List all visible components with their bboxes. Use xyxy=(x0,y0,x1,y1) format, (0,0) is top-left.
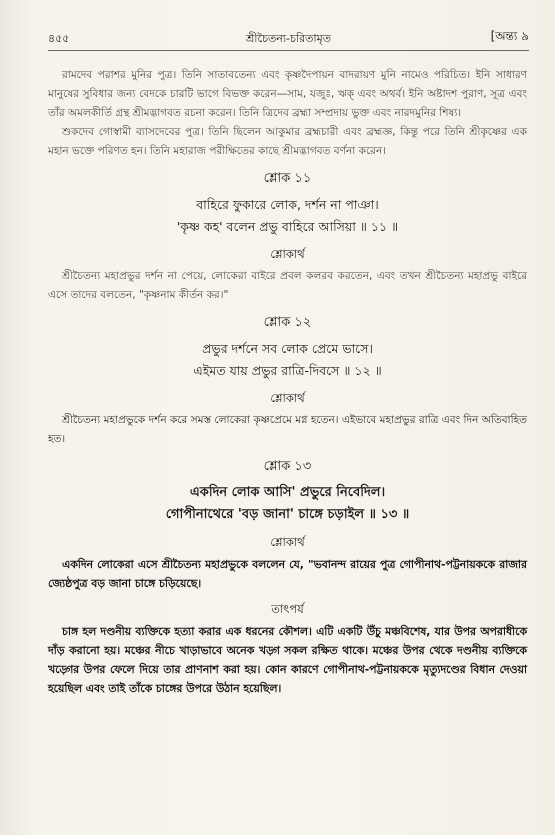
sloka-heading: শ্লোক ১২ xyxy=(263,315,312,330)
translation-text: শ্রীচৈতন্য মহাপ্রভুকে দর্শন করে সমস্ত লোকেরা কৃষ্ণপ্রেমে মগ্ন হতেন। এইভাবে মহাপ্রভুর রাত্রি এবং দিন অতিবাহিত হত। xyxy=(48,414,527,445)
translation-label: শ্লোকার্থ xyxy=(270,247,305,261)
running-title: শ্রীচৈতন্য-চরিতামৃত xyxy=(246,32,331,45)
intro-paragraph: শুকদেব গোস্বামী ব্যাসদেবের পুত্র। তিনি ছিলেন আকুমার ব্রহ্মচারী এবং ব্রহ্মজ্ঞ, কিন্তু পরে তিনি শ্রীকৃষ্ণের এক মহান ভক্তে পরিণত হন। তিনি মহারাজ পরীক্ষিতের কাছে শ্রীমদ্ভাগবত বর্ণনা করেন। xyxy=(48,126,527,157)
page-number: ৪৫৫ xyxy=(48,32,70,45)
translation-label: শ্লোকার্থ xyxy=(270,535,305,549)
translation-label: শ্লোকার্থ xyxy=(270,391,305,405)
verse-line: একদিন লোক আসি' প্রভুরে নিবেদিল। xyxy=(189,485,386,500)
verse-line: বাহিরে ফুকারে লোক, দর্শন না পাঞা। xyxy=(196,197,379,212)
translation-text: শ্রীচৈতন্য মহাপ্রভুর দর্শন না পেয়ে, লোকেরা বাইরে প্রবল কলরব করতেন, এবং তখন শ্রীচৈতন্য মহাপ্রভু বাইরে এসে তাদের বলতেন, "কৃষ্ণনাম কীর্তন কর।" xyxy=(48,270,527,301)
page-header xyxy=(48,26,529,48)
sloka-heading: শ্লোক ১৩ xyxy=(263,459,312,474)
translation-text: একদিন লোকেরা এসে শ্রীচৈতন্য মহাপ্রভুকে বললেন যে, "ভবানন্দ রায়ের পুত্র গোপীনাথ-পট্টনায়ককে রাজার জ্যেষ্ঠপুত্র বড় জানা চাঙ্গে চড়িয়েছে। xyxy=(48,558,527,590)
verse-line: গোপীনাথেরে 'বড় জানা' চাঙ্গে চড়াইল ॥ ১৩ ॥ xyxy=(165,507,410,522)
verse-line: 'কৃষ্ণ কহ' বলেন প্রভু বাহিরে আসিয়া ॥ ১১ ॥ xyxy=(176,219,399,234)
verse-line: এইমত যায় প্রভুর রাত্রি-দিবসে ॥ ১২ ॥ xyxy=(193,363,382,378)
chapter-marker: [অন্ত্য ৯ xyxy=(490,29,529,43)
header-rule xyxy=(48,50,529,51)
sloka-heading: শ্লোক ১১ xyxy=(263,171,312,186)
purport-text: চাঙ্গ হল দণ্ডনীয় ব্যক্তিকে হত্যা করার এক ধরনের কৌশল। এটি একটি উঁচু মঞ্চবিশেষ, যার উপর অপরাধীকে দাঁড় করানো হয়। মঞ্চের নীচে খাড়াভাবে অনেক খড়্গ সকল রক্ষিত থাকে। মঞ্চের উপর থেকে দণ্ডনীয় ব্যক্তিকে খড়্গের উপর ফেলে দিয়ে তার প্রাণনাশ করা হয়। কোন কারণে গোপীনাথ-পট্টনায়ককে মৃত্যুদণ্ডের বিধান দেওয়া হয়েছিল এবং তাই তাঁকে চাঙ্গের উপরে উঠান হয়েছিল। xyxy=(48,625,527,695)
page-body xyxy=(48,66,527,698)
purport-label: তাৎপর্য xyxy=(271,602,304,616)
intro-paragraph: রামদেব পরাশর মুনির পুত্র। তিনি সাতাবতেন্য এবং কৃষ্ণদৈপায়ন বাদরায়ণ মুনি নামেও পরিচিত। ইনি সাধারণ মানুষের সুবিধার জন্য বেদকে চারটি ভাগে বিভক্ত করেন—সাম, যজুঃ, ঋক্ এবং অথর্ব। ইনি অষ্টাদশ পুরাণ, সূত্র এবং তাঁর অমলকীর্তি গ্রন্থ শ্রীমদ্ভাগবত রচনা করেন। তিনি ত্রিদেব ব্রহ্মা সম্প্রদায় ভুক্ত এবং নারদমুনির শিষ্য। xyxy=(48,69,527,119)
verse-line: প্রভুর দর্শনে সব লোক প্রেমে ভাসে। xyxy=(202,341,373,356)
